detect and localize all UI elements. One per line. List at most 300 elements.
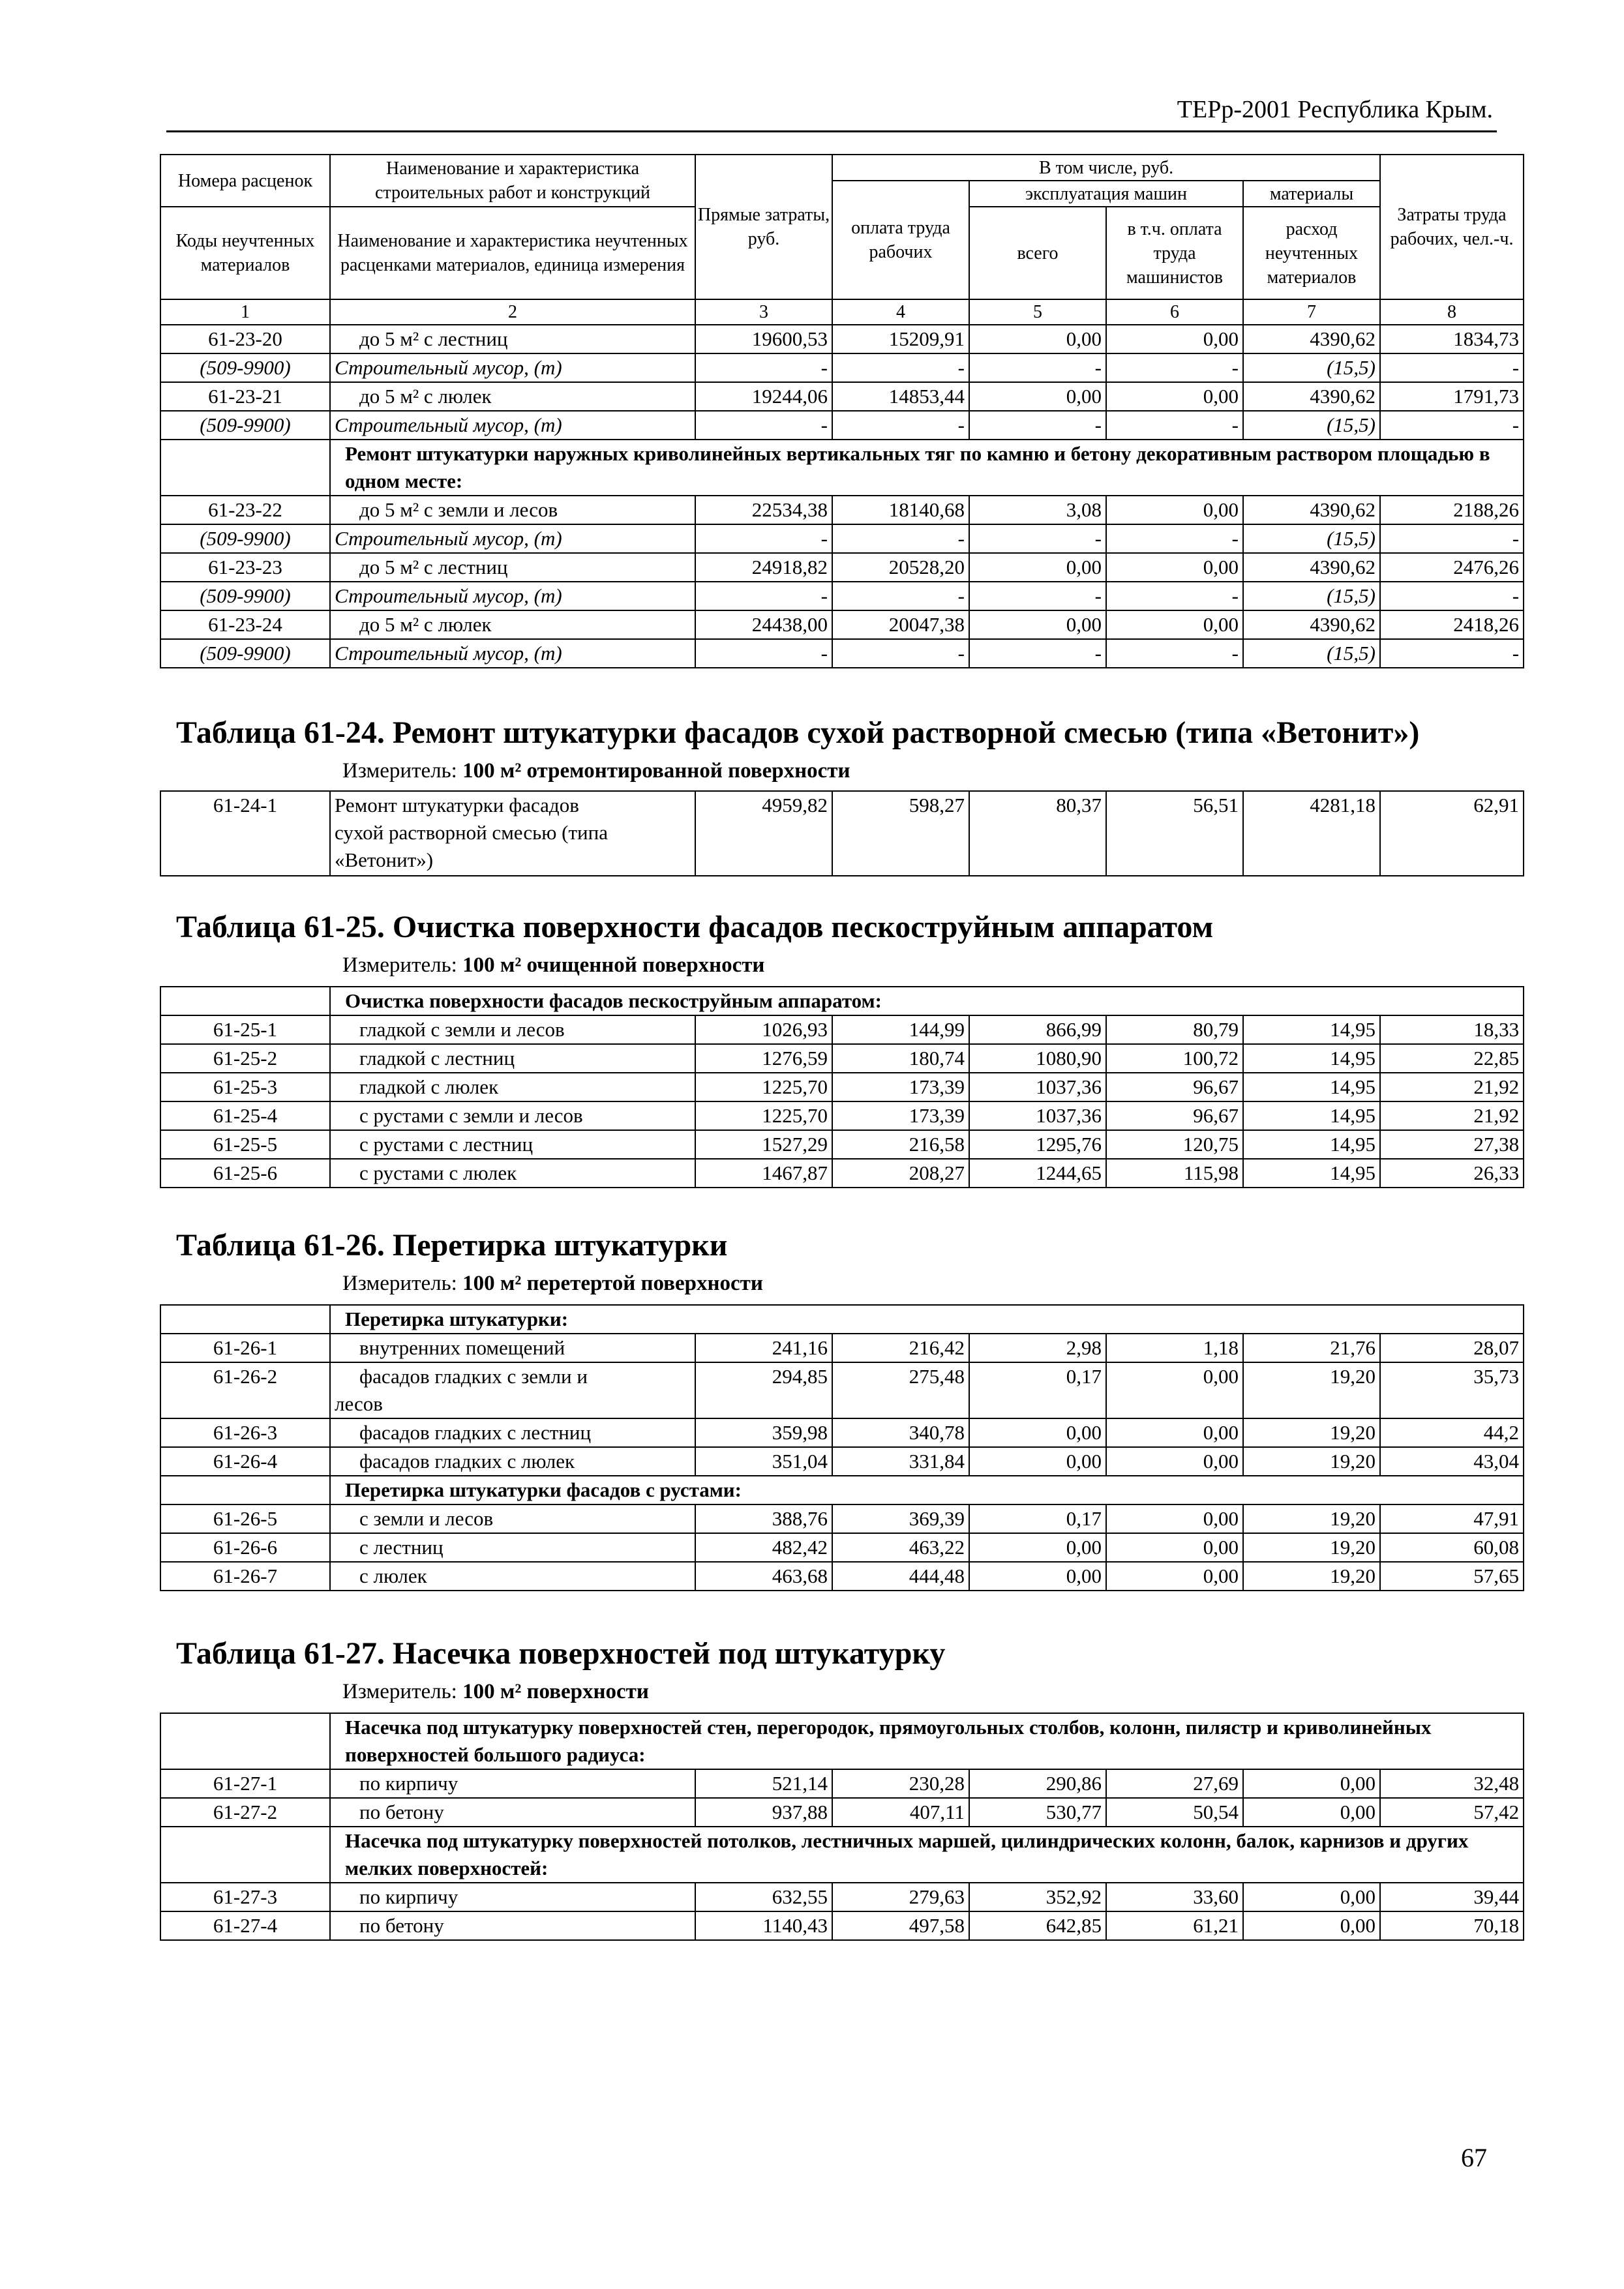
section-row	[160, 1476, 1524, 1504]
value-machinists: 0,00	[1106, 1562, 1243, 1591]
value-labor-pay: 18140,68	[832, 496, 969, 524]
measure-label: Измеритель:	[342, 759, 457, 783]
value-machinists: 1,18	[1106, 1334, 1243, 1362]
table-row	[160, 1073, 1524, 1101]
value-materials: 4390,62	[1243, 496, 1380, 524]
material-code: (509-9900)	[160, 353, 330, 382]
section-heading: Очистка поверхности фасадов пескоструйным аппаратом:	[330, 987, 1524, 1015]
material-row	[160, 353, 1524, 382]
value-labor: 27,38	[1380, 1130, 1524, 1159]
section-row	[160, 440, 1524, 496]
material-qty: (15,5)	[1243, 411, 1380, 440]
rate-desc: до 5 м² с лестниц	[330, 325, 695, 353]
value-machines: 642,85	[969, 1911, 1106, 1940]
value-labor-pay: 144,99	[832, 1015, 969, 1044]
material-code: (509-9900)	[160, 411, 330, 440]
dash: -	[695, 524, 832, 553]
table-row	[160, 1130, 1524, 1159]
material-desc: Строительный мусор, (т)	[330, 582, 695, 610]
value-labor: 28,07	[1380, 1334, 1524, 1362]
rate-desc: внутренних помещений	[330, 1334, 695, 1362]
table-row	[160, 791, 1524, 876]
measure-value: 100 м² перетертой поверхности	[462, 1272, 763, 1295]
value-materials: 4390,62	[1243, 553, 1380, 582]
table-row	[160, 1533, 1524, 1562]
value-machinists: 0,00	[1106, 610, 1243, 639]
dash: -	[832, 353, 969, 382]
value-labor-pay: 444,48	[832, 1562, 969, 1591]
section-empty-cell	[160, 1476, 330, 1504]
table-row	[160, 496, 1524, 524]
table-row	[160, 1883, 1524, 1911]
value-direct: 388,76	[695, 1504, 832, 1533]
rate-code: 61-25-3	[160, 1073, 330, 1101]
value-labor-pay: 279,63	[832, 1883, 969, 1911]
rate-desc: с рустами с люлек	[330, 1159, 695, 1188]
value-machines: 1295,76	[969, 1130, 1106, 1159]
dash: -	[695, 353, 832, 382]
rate-desc: гладкой с лестниц	[330, 1044, 695, 1073]
rate-desc: по бетону	[330, 1911, 695, 1940]
value-direct: 482,42	[695, 1533, 832, 1562]
col-num-6: 6	[1106, 299, 1243, 325]
rate-code: 61-26-1	[160, 1334, 330, 1362]
page-header	[166, 95, 1497, 132]
value-machinists: 0,00	[1106, 496, 1243, 524]
value-machines: 1037,36	[969, 1073, 1106, 1101]
dash: -	[832, 411, 969, 440]
table-61-25-title: Таблица 61-25. Очистка поверхности фасадов пескоструйным аппаратом	[176, 910, 1214, 944]
rate-code: 61-26-2	[160, 1362, 330, 1418]
rate-code: 61-26-3	[160, 1418, 330, 1447]
value-machinists: 100,72	[1106, 1044, 1243, 1073]
value-machinists: 0,00	[1106, 553, 1243, 582]
table-row	[160, 1911, 1524, 1940]
col1-top-header: Номера расценок	[160, 155, 330, 207]
rate-desc: до 5 м² с земли и лесов	[330, 496, 695, 524]
col2-top-header: Наименование и характеристика строительных работ и конструкций	[330, 155, 695, 207]
value-labor-pay: 216,42	[832, 1334, 969, 1362]
value-machines: 0,17	[969, 1504, 1106, 1533]
value-machines: 1080,90	[969, 1044, 1106, 1073]
value-machinists: 0,00	[1106, 1362, 1243, 1418]
rate-desc: гладкой с люлек	[330, 1073, 695, 1101]
rate-code: 61-25-2	[160, 1044, 330, 1073]
rate-code: 61-26-6	[160, 1533, 330, 1562]
value-labor: 2188,26	[1380, 496, 1524, 524]
value-machines: 0,00	[969, 325, 1106, 353]
value-labor-pay: 369,39	[832, 1504, 969, 1533]
value-labor: 2476,26	[1380, 553, 1524, 582]
value-machinists: 0,00	[1106, 382, 1243, 411]
table-61-25-measure	[342, 953, 764, 978]
value-labor: 47,91	[1380, 1504, 1524, 1533]
material-row	[160, 582, 1524, 610]
value-labor: 57,42	[1380, 1798, 1524, 1827]
rate-desc: по кирпичу	[330, 1883, 695, 1911]
value-labor: 70,18	[1380, 1911, 1524, 1940]
value-labor-pay: 20047,38	[832, 610, 969, 639]
dash: -	[832, 582, 969, 610]
rate-code: 61-25-6	[160, 1159, 330, 1188]
value-machines: 0,00	[969, 1447, 1106, 1476]
table-61-26	[160, 1304, 1523, 1591]
value-materials: 4390,62	[1243, 610, 1380, 639]
value-materials: 14,95	[1243, 1044, 1380, 1073]
value-labor-pay: 173,39	[832, 1101, 969, 1130]
value-labor: 62,91	[1380, 791, 1524, 876]
value-materials: 19,20	[1243, 1533, 1380, 1562]
value-labor: 43,04	[1380, 1447, 1524, 1476]
labor-pay-header: оплата труда рабочих	[832, 181, 969, 299]
value-direct: 937,88	[695, 1798, 832, 1827]
table-row	[160, 553, 1524, 582]
page-number: 67	[1461, 2143, 1487, 2172]
dash: -	[695, 639, 832, 668]
value-labor-pay: 208,27	[832, 1159, 969, 1188]
value-labor: 21,92	[1380, 1101, 1524, 1130]
col-num-1: 1	[160, 299, 330, 325]
value-direct: 19600,53	[695, 325, 832, 353]
rate-code: 61-23-23	[160, 553, 330, 582]
value-machinists: 0,00	[1106, 1447, 1243, 1476]
value-direct: 1225,70	[695, 1101, 832, 1130]
rate-code: 61-27-1	[160, 1769, 330, 1798]
material-qty: (15,5)	[1243, 524, 1380, 553]
value-direct: 359,98	[695, 1418, 832, 1447]
value-machinists: 0,00	[1106, 1504, 1243, 1533]
dash: -	[1380, 411, 1524, 440]
value-machinists: 33,60	[1106, 1883, 1243, 1911]
machines-header: эксплуатация машин	[969, 181, 1243, 207]
value-labor: 39,44	[1380, 1883, 1524, 1911]
value-labor: 18,33	[1380, 1015, 1524, 1044]
measure-value: 100 м² поверхности	[462, 1680, 649, 1703]
value-labor: 60,08	[1380, 1533, 1524, 1562]
rate-code: 61-23-21	[160, 382, 330, 411]
dash: -	[969, 353, 1106, 382]
value-labor-pay: 216,58	[832, 1130, 969, 1159]
table-row	[160, 1447, 1524, 1476]
dash: -	[1380, 639, 1524, 668]
rate-code: 61-24-1	[160, 791, 330, 876]
rate-desc: фасадов гладких с лестниц	[330, 1418, 695, 1447]
value-direct: 1527,29	[695, 1130, 832, 1159]
value-direct: 22534,38	[695, 496, 832, 524]
dash: -	[1106, 582, 1243, 610]
value-machinists: 0,00	[1106, 1533, 1243, 1562]
material-qty: (15,5)	[1243, 353, 1380, 382]
value-machinists: 96,67	[1106, 1101, 1243, 1130]
value-direct: 521,14	[695, 1769, 832, 1798]
rate-desc: до 5 м² с люлек	[330, 382, 695, 411]
table-row	[160, 1044, 1524, 1073]
value-direct: 1467,87	[695, 1159, 832, 1188]
rate-desc: гладкой с земли и лесов	[330, 1015, 695, 1044]
value-labor-pay: 407,11	[832, 1798, 969, 1827]
value-direct: 1225,70	[695, 1073, 832, 1101]
table-row	[160, 610, 1524, 639]
section-empty-cell	[160, 1713, 330, 1769]
rate-desc: фасадов гладких с люлек	[330, 1447, 695, 1476]
incl-header: В том числе, руб.	[832, 155, 1380, 181]
dash: -	[832, 524, 969, 553]
value-machines: 3,08	[969, 496, 1106, 524]
rate-code: 61-27-4	[160, 1911, 330, 1940]
material-qty: (15,5)	[1243, 582, 1380, 610]
value-labor-pay: 275,48	[832, 1362, 969, 1418]
material-code: (509-9900)	[160, 582, 330, 610]
dash: -	[832, 639, 969, 668]
rate-code: 61-25-4	[160, 1101, 330, 1130]
section-row	[160, 1713, 1524, 1769]
table-row	[160, 1769, 1524, 1798]
measure-label: Измеритель:	[342, 1680, 457, 1703]
value-materials: 19,20	[1243, 1418, 1380, 1447]
table-row	[160, 1101, 1524, 1130]
table-row	[160, 325, 1524, 353]
col-num-7: 7	[1243, 299, 1380, 325]
col3-header: Прямые затраты, руб.	[695, 155, 832, 299]
section-row	[160, 1305, 1524, 1334]
value-direct: 632,55	[695, 1883, 832, 1911]
table-row	[160, 1334, 1524, 1362]
rate-desc: с рустами с земли и лесов	[330, 1101, 695, 1130]
rate-desc	[330, 1362, 695, 1418]
measure-label: Измеритель:	[342, 1272, 457, 1295]
dash: -	[695, 582, 832, 610]
material-code: (509-9900)	[160, 524, 330, 553]
value-labor-pay: 340,78	[832, 1418, 969, 1447]
section-heading: Ремонт штукатурки наружных криволинейных вертикальных тяг по камню и бетону декоративным раствором площадью в одном месте:	[330, 440, 1524, 496]
dash: -	[1380, 353, 1524, 382]
section-heading: Перетирка штукатурки:	[330, 1305, 1524, 1334]
value-materials: 0,00	[1243, 1798, 1380, 1827]
dash: -	[1380, 582, 1524, 610]
value-machinists: 0,00	[1106, 1418, 1243, 1447]
value-labor: 22,85	[1380, 1044, 1524, 1073]
value-labor-pay: 180,74	[832, 1044, 969, 1073]
value-direct: 241,16	[695, 1334, 832, 1362]
value-machines: 290,86	[969, 1769, 1106, 1798]
dash: -	[969, 524, 1106, 553]
value-labor-pay: 230,28	[832, 1769, 969, 1798]
col1-bottom-header: Коды неучтенных материалов	[160, 207, 330, 299]
value-materials: 0,00	[1243, 1883, 1380, 1911]
value-labor: 1791,73	[1380, 382, 1524, 411]
measure-value: 100 м² отремонтированной поверхности	[462, 759, 850, 783]
value-machines: 1037,36	[969, 1101, 1106, 1130]
value-materials: 4390,62	[1243, 325, 1380, 353]
value-labor: 26,33	[1380, 1159, 1524, 1188]
value-labor: 32,48	[1380, 1769, 1524, 1798]
table-61-24	[160, 790, 1523, 876]
value-materials: 14,95	[1243, 1101, 1380, 1130]
value-machines: 0,00	[969, 382, 1106, 411]
machinists-header: в т.ч. оплата труда машинистов	[1106, 207, 1243, 299]
table-row	[160, 1159, 1524, 1188]
value-materials: 4390,62	[1243, 382, 1380, 411]
rate-desc	[330, 791, 695, 876]
value-materials: 14,95	[1243, 1159, 1380, 1188]
rate-desc: по бетону	[330, 1798, 695, 1827]
value-materials: 14,95	[1243, 1130, 1380, 1159]
material-row	[160, 411, 1524, 440]
value-labor-pay: 14853,44	[832, 382, 969, 411]
value-machinists: 115,98	[1106, 1159, 1243, 1188]
table-61-26-title: Таблица 61-26. Перетирка штукатурки	[176, 1228, 728, 1263]
section-heading: Насечка под штукатурку поверхностей стен, перегородок, прямоугольных столбов, колонн, пилястр и криволинейных поверхностей большого радиуса:	[330, 1713, 1524, 1769]
materials-sub-header: расход неучтенных материалов	[1243, 207, 1380, 299]
table-61-27-title: Таблица 61-27. Насечка поверхностей под штукатурку	[176, 1636, 946, 1671]
material-qty: (15,5)	[1243, 639, 1380, 668]
material-desc: Строительный мусор, (т)	[330, 639, 695, 668]
value-labor: 44,2	[1380, 1418, 1524, 1447]
value-materials: 19,20	[1243, 1447, 1380, 1476]
value-direct: 24918,82	[695, 553, 832, 582]
value-machines: 0,00	[969, 1562, 1106, 1591]
measure-value: 100 м² очищенной поверхности	[462, 953, 765, 977]
value-direct: 1276,59	[695, 1044, 832, 1073]
value-labor-pay: 173,39	[832, 1073, 969, 1101]
rate-desc: до 5 м² с лестниц	[330, 553, 695, 582]
material-row	[160, 639, 1524, 668]
material-code: (509-9900)	[160, 639, 330, 668]
rate-code: 61-26-5	[160, 1504, 330, 1533]
rate-desc: до 5 м² с люлек	[330, 610, 695, 639]
table-61-24-title: Таблица 61-24. Ремонт штукатурки фасадов сухой растворной смесью (типа «Ветонит»)	[176, 715, 1420, 750]
desc-line-3: «Ветонит»)	[335, 848, 434, 871]
value-materials: 14,95	[1243, 1073, 1380, 1101]
value-labor: 57,65	[1380, 1562, 1524, 1591]
value-machinists: 27,69	[1106, 1769, 1243, 1798]
dash: -	[1106, 411, 1243, 440]
value-materials: 0,00	[1243, 1911, 1380, 1940]
rate-code: 61-25-5	[160, 1130, 330, 1159]
value-machines: 866,99	[969, 1015, 1106, 1044]
section-row	[160, 987, 1524, 1015]
table-61-24-measure	[342, 759, 850, 783]
col-num-3: 3	[695, 299, 832, 325]
value-materials: 14,95	[1243, 1015, 1380, 1044]
value-materials: 0,00	[1243, 1769, 1380, 1798]
value-labor-pay: 20528,20	[832, 553, 969, 582]
rate-code: 61-23-24	[160, 610, 330, 639]
section-empty-cell	[160, 1305, 330, 1334]
dash: -	[695, 411, 832, 440]
labor-header: Затраты труда рабочих, чел.-ч.	[1380, 155, 1524, 299]
dash: -	[1106, 639, 1243, 668]
value-labor-pay: 598,27	[832, 791, 969, 876]
rate-code: 61-27-3	[160, 1883, 330, 1911]
value-direct: 463,68	[695, 1562, 832, 1591]
dash: -	[969, 582, 1106, 610]
table-61-26-measure	[342, 1272, 763, 1296]
rate-code: 61-26-4	[160, 1447, 330, 1476]
section-heading: Перетирка штукатурки фасадов с рустами:	[330, 1476, 1524, 1504]
value-machinists: 80,79	[1106, 1015, 1243, 1044]
rate-code: 61-25-1	[160, 1015, 330, 1044]
value-direct: 1026,93	[695, 1015, 832, 1044]
value-machines: 2,98	[969, 1334, 1106, 1362]
value-machines: 0,17	[969, 1362, 1106, 1418]
value-machinists: 120,75	[1106, 1130, 1243, 1159]
value-labor: 35,73	[1380, 1362, 1524, 1418]
value-labor-pay: 463,22	[832, 1533, 969, 1562]
table-61-27	[160, 1713, 1523, 1941]
header-title: ТЕРр-2001 Республика Крым.	[1177, 96, 1493, 123]
value-labor: 2418,26	[1380, 610, 1524, 639]
col-num-2: 2	[330, 299, 695, 325]
value-direct: 19244,06	[695, 382, 832, 411]
value-machines: 530,77	[969, 1798, 1106, 1827]
value-machines: 0,00	[969, 1418, 1106, 1447]
dash: -	[1106, 524, 1243, 553]
col2-bottom-header: Наименование и характеристика неучтенных расценками материалов, единица измерения	[330, 207, 695, 299]
value-direct: 294,85	[695, 1362, 832, 1418]
value-machinists: 96,67	[1106, 1073, 1243, 1101]
table-row	[160, 1504, 1524, 1533]
table-row	[160, 1418, 1524, 1447]
value-machinists: 56,51	[1106, 791, 1243, 876]
value-materials: 21,76	[1243, 1334, 1380, 1362]
value-materials: 19,20	[1243, 1562, 1380, 1591]
dash: -	[1106, 353, 1243, 382]
rate-desc: с земли и лесов	[330, 1504, 695, 1533]
value-materials: 19,20	[1243, 1504, 1380, 1533]
value-machines: 0,00	[969, 553, 1106, 582]
rate-desc: с люлек	[330, 1562, 695, 1591]
section-empty-cell	[160, 987, 330, 1015]
rate-desc: по кирпичу	[330, 1769, 695, 1798]
desc-line-1: Ремонт штукатурки фасадов	[335, 794, 579, 816]
table-row	[160, 1362, 1524, 1418]
value-materials: 19,20	[1243, 1362, 1380, 1418]
value-direct: 24438,00	[695, 610, 832, 639]
value-machines: 0,00	[969, 610, 1106, 639]
materials-header: материалы	[1243, 181, 1380, 207]
section-empty-cell	[160, 440, 330, 496]
rate-code: 61-27-2	[160, 1798, 330, 1827]
value-machinists: 0,00	[1106, 325, 1243, 353]
value-labor-pay: 497,58	[832, 1911, 969, 1940]
value-labor: 1834,73	[1380, 325, 1524, 353]
machines-total-header: всего	[969, 207, 1106, 299]
section-row	[160, 1827, 1524, 1883]
value-machines: 0,00	[969, 1533, 1106, 1562]
table-61-27-measure	[342, 1680, 649, 1704]
value-direct: 4959,82	[695, 791, 832, 876]
value-direct: 1140,43	[695, 1911, 832, 1940]
material-row	[160, 524, 1524, 553]
value-machines: 352,92	[969, 1883, 1106, 1911]
table-row	[160, 1015, 1524, 1044]
dash: -	[969, 639, 1106, 668]
value-labor-pay: 15209,91	[832, 325, 969, 353]
col-num-4: 4	[832, 299, 969, 325]
col-num-8: 8	[1380, 299, 1524, 325]
measure-label: Измеритель:	[342, 953, 457, 977]
section-empty-cell	[160, 1827, 330, 1883]
material-desc: Строительный мусор, (т)	[330, 524, 695, 553]
table-61-23	[160, 154, 1523, 668]
table-row	[160, 1798, 1524, 1827]
value-direct: 351,04	[695, 1447, 832, 1476]
desc-line-1: фасадов гладких с земли и	[359, 1365, 588, 1388]
value-machinists: 61,21	[1106, 1911, 1243, 1940]
desc-line-2: сухой растворной смесью (типа	[335, 821, 608, 844]
dash: -	[1380, 524, 1524, 553]
